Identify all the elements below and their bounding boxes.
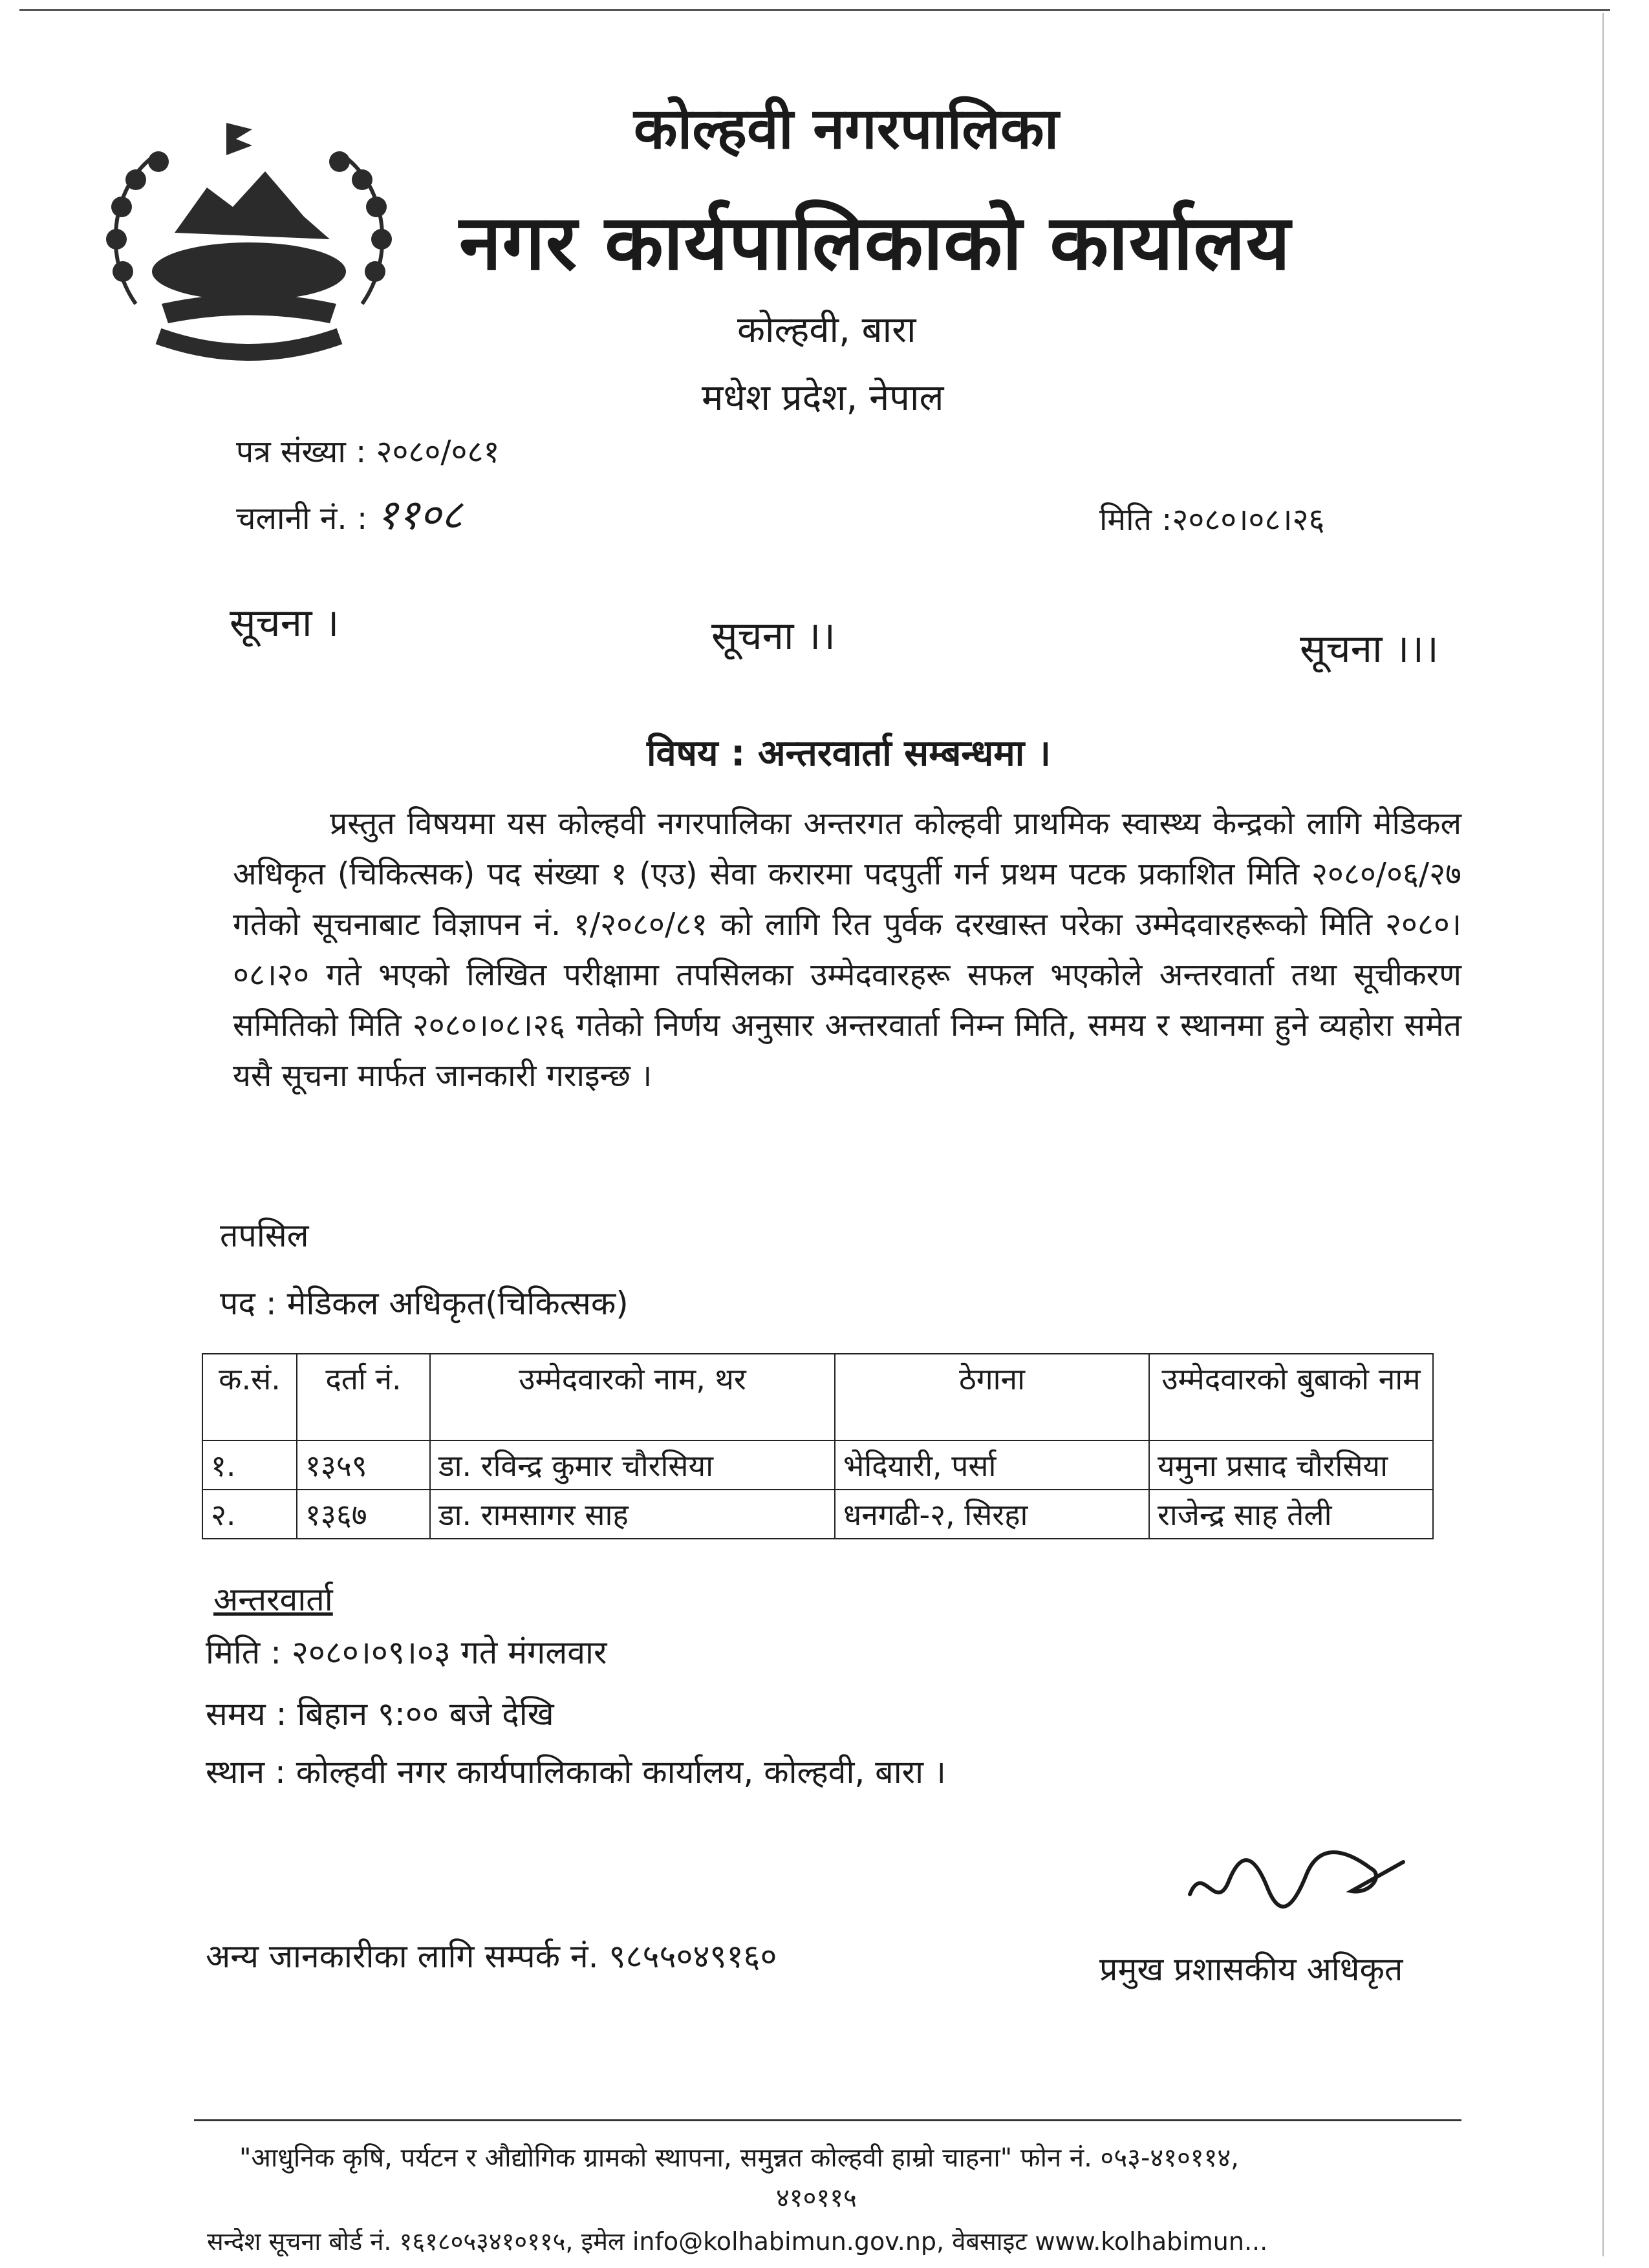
cell-serial: २. (202, 1490, 297, 1539)
candidates-table (202, 1353, 1434, 1539)
table-row (202, 1490, 1433, 1539)
contact-number: अन्य जानकारीका लागि सम्पर्क नं. ९८५५०४९१६० (206, 1938, 777, 1975)
interview-place: स्थान : कोल्हवी नगर कार्यपालिकाको कार्यालय, कोल्हवी, बारा । (206, 1753, 946, 1791)
body-paragraph: प्रस्तुत विषयमा यस कोल्हवी नगरपालिका अन्तरगत कोल्हवी प्राथमिक स्वास्थ्य केन्द्रको लागि मेडिकल अधिकृत (चिकित्सक) पद संख्या १ (एउ) सेवा करारमा पदपुर्ती गर्न प्रथम पटक प्रकाशित मिति २०८०/०६/२७ गतेको सूचनाबाट विज्ञापन नं. १/२०८०/८१ को लागि रित पुर्वक दरखास्त परेका उम्मेदवारहरूको मिति २०८०।०८।२० गते भएको लिखित परीक्षामा तपसिलका उम्मेदवारहरू सफल भएकोले अन्तरवार्ता तथा सूचीकरण समितिको मिति २०८०।०८।२६ गतेको निर्णय अनुसार अन्तरवार्ता निम्न मिति, समय र स्थानमा हुने व्यहोरा समेत यसै सूचना मार्फत जानकारी गराइन्छ । (233, 806, 1461, 1094)
col-address: ठेगाना (835, 1354, 1149, 1440)
interview-heading: अन्तरवार्ता (213, 1581, 333, 1618)
table-row (202, 1440, 1433, 1490)
footer-motto: "आधुनिक कृषि, पर्यटन र औद्योगिक ग्रामको स्थापना, समुन्नत कोल्हवी हाम्रो चाहना" फोन नं. ०५३-४१०११४, (239, 2143, 1239, 2173)
municipality-name: कोल्हवी नगरपालिका (634, 95, 1059, 162)
office-name: नगर कार्यपालिकाको कार्यालय (459, 198, 1291, 287)
footer-contact: सन्देश सूचना बोर्ड नं. १६१८०५३४१०११५, इमेल info@kolhabimun.gov.np, वेबसाइट www.kolhabimun... (207, 2227, 1268, 2256)
col-candidate-name: उम्मेदवारको नाम, थर (430, 1354, 835, 1440)
letter-number: पत्र संख्या : २०८०/०८१ (236, 434, 500, 470)
footer-motto-cont: ४१०११५ (776, 2183, 857, 2213)
cell-father-name: यमुना प्रसाद चौरसिया (1149, 1440, 1433, 1490)
table-header-row (202, 1354, 1433, 1440)
dispatch-value: ११०८ (376, 491, 463, 539)
location-line-2: मधेश प्रदेश, नेपाल (702, 377, 944, 419)
post-title: पद : मेडिकल अधिकृत(चिकित्सक) (220, 1285, 629, 1322)
details-heading: तपसिल (220, 1217, 309, 1254)
interview-time: समय : बिहान ९:०० बजे देखि (206, 1695, 554, 1733)
cell-father-name: राजेन्द्र साह तेली (1149, 1490, 1433, 1539)
cell-registration: १३५९ (297, 1440, 430, 1490)
cell-candidate-name: डा. रामसागर साह (430, 1490, 835, 1539)
scan-edge-top (19, 9, 1610, 11)
dispatch-number (236, 485, 462, 541)
subject-line: विषय : अन्तरवार्ता सम्बन्धमा । (647, 733, 1051, 775)
cell-serial: १. (202, 1440, 297, 1490)
footer-divider (194, 2119, 1461, 2121)
signatory-title: प्रमुख प्रशासकीय अधिकृत (1099, 1951, 1403, 1988)
notice-heading-2: सूचना ।। (711, 614, 836, 659)
dispatch-label: चलानी नं. : (236, 500, 368, 537)
notice-heading-3: सूचना ।।। (1300, 626, 1439, 672)
notice-heading-1: सूचना । (230, 601, 339, 646)
interview-date: मिति : २०८०।०९।०३ गते मंगलवार (206, 1634, 607, 1671)
col-registration: दर्ता नं. (297, 1354, 430, 1440)
col-father-name: उम्मेदवारको बुबाको नाम (1149, 1354, 1433, 1440)
nepal-emblem-icon (97, 110, 401, 381)
signature-image (1177, 1836, 1410, 1933)
cell-registration: १३६७ (297, 1490, 430, 1539)
cell-address: धनगढी-२, सिरहा (835, 1490, 1149, 1539)
location-line-1: कोल्हवी, बारा (737, 309, 916, 351)
scan-edge-right (1602, 13, 1604, 2256)
cell-address: भेदियारी, पर्सा (835, 1440, 1149, 1490)
letter-date: मिति :२०८०।०८।२६ (1099, 502, 1325, 538)
cell-candidate-name: डा. रविन्द्र कुमार चौरसिया (430, 1440, 835, 1490)
col-serial: क.सं. (202, 1354, 297, 1440)
